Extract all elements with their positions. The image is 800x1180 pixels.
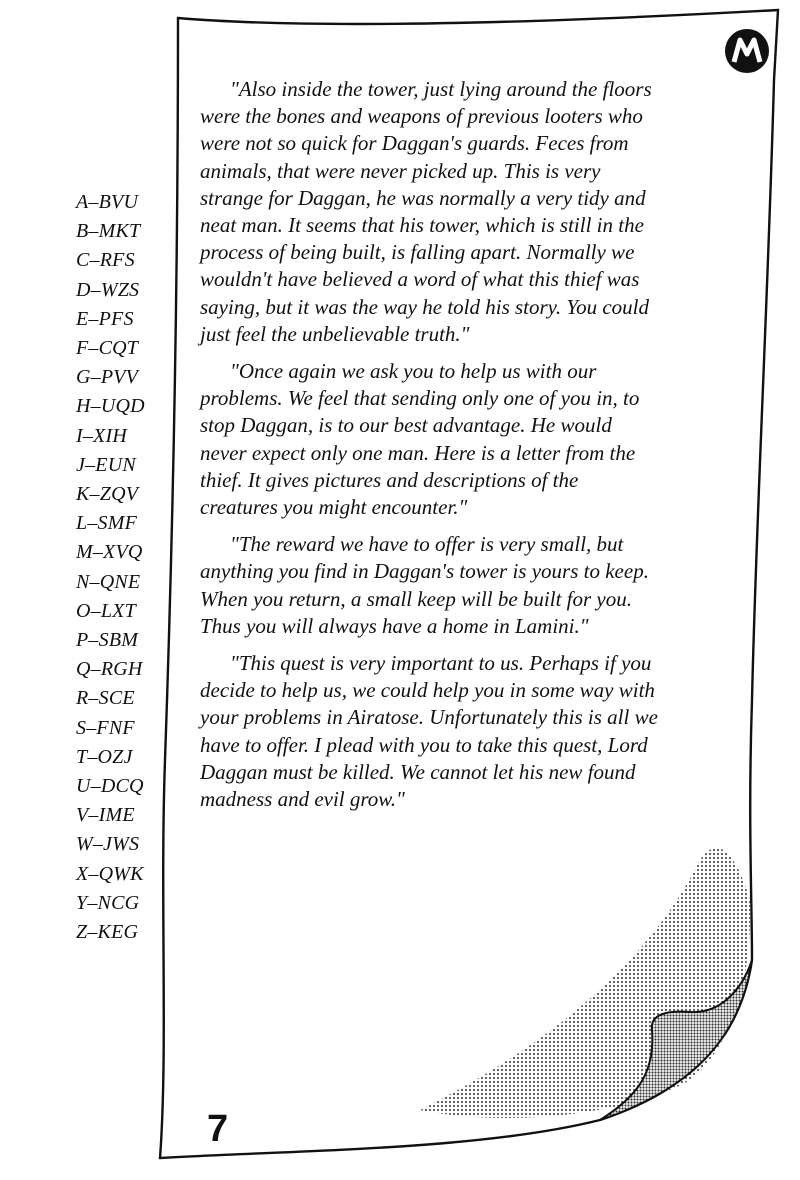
text-line: "This quest is very important to us. Perhaps if you bbox=[230, 651, 652, 676]
text-line: animals, that were never picked up. This is very bbox=[200, 158, 601, 183]
cipher-key-item: C–RFS bbox=[76, 249, 135, 272]
text-line: decide to help us, we could help you in some way with bbox=[200, 678, 655, 703]
cipher-key-item: D–WZS bbox=[76, 278, 140, 301]
letter-body bbox=[200, 76, 732, 823]
text-line: creatures you might encounter." bbox=[200, 495, 468, 520]
text-line: wouldn't have believed a word of what this thief was bbox=[200, 267, 640, 292]
cipher-key-item: F–CQT bbox=[76, 337, 139, 360]
cipher-key-item: M–XVQ bbox=[76, 541, 143, 564]
text-line: "Once again we ask you to help us with our bbox=[230, 359, 597, 384]
text-line: Daggan must be killed. We cannot let his new found bbox=[200, 759, 636, 784]
text-line: "The reward we have to offer is very small, but bbox=[230, 532, 624, 557]
cipher-key-item: Z–KEG bbox=[76, 921, 139, 944]
text-line: strange for Daggan, he was normally a very tidy and bbox=[200, 185, 646, 210]
cipher-key-item: O–LXT bbox=[76, 599, 136, 622]
cipher-key-item: R–SCE bbox=[76, 687, 135, 710]
text-line: were not so quick for Daggan's guards. Feces from bbox=[200, 131, 629, 156]
cipher-key-item: J–EUN bbox=[76, 453, 136, 476]
text-line: "Also inside the tower, just lying around the floors bbox=[230, 77, 652, 101]
cipher-key-item: H–UQD bbox=[76, 395, 145, 418]
text-line: anything you find in Daggan's tower is yours to keep. bbox=[200, 559, 649, 584]
cipher-key-item: V–IME bbox=[76, 804, 135, 827]
text-line: your problems in Airatose. Unfortunately this is all we bbox=[200, 705, 658, 730]
cipher-key-item: L–SMF bbox=[76, 512, 137, 535]
publisher-logo-icon bbox=[722, 26, 772, 76]
text-line: thief. It gives pictures and descriptions of the bbox=[200, 467, 579, 492]
cipher-key-item: B–MKT bbox=[76, 220, 141, 243]
cipher-key-item: X–QWK bbox=[76, 862, 144, 885]
cipher-key-item: K–ZQV bbox=[76, 483, 139, 506]
text-line: were the bones and weapons of previous looters who bbox=[200, 104, 643, 129]
cipher-key-item: P–SBM bbox=[76, 629, 139, 652]
cipher-key-item: T–OZJ bbox=[76, 745, 133, 768]
text-line: process of being built, is falling apart. Normally we bbox=[200, 240, 635, 265]
cipher-key-item: Q–RGH bbox=[76, 658, 143, 681]
paragraph bbox=[200, 358, 732, 521]
text-line: When you return, a small keep will be built for you. bbox=[200, 586, 632, 611]
text-line: madness and evil grow." bbox=[200, 787, 405, 812]
cipher-key-item: Y–NCG bbox=[76, 891, 140, 914]
text-line: stop Daggan, is to our best advantage. He would bbox=[200, 413, 612, 438]
cipher-key-item: W–JWS bbox=[76, 833, 140, 856]
cipher-key-item: U–DCQ bbox=[76, 775, 144, 798]
page-number: 7 bbox=[207, 1108, 229, 1150]
text-line: have to offer. I plead with you to take this quest, Lord bbox=[200, 732, 648, 757]
text-line: never expect only one man. Here is a letter from the bbox=[200, 440, 636, 465]
paragraph bbox=[200, 76, 732, 348]
cipher-key-item: S–FNF bbox=[76, 716, 135, 739]
paragraph bbox=[200, 531, 732, 640]
cipher-key-item: I–XIH bbox=[76, 424, 127, 447]
cipher-key-list bbox=[76, 188, 145, 947]
text-line: saying, but it was the way he told his story. You could bbox=[200, 294, 649, 319]
text-line: just feel the unbelievable truth." bbox=[200, 321, 470, 346]
paragraph bbox=[200, 650, 732, 813]
text-line: neat man. It seems that his tower, which is still in the bbox=[200, 213, 644, 238]
cipher-key-item: N–QNE bbox=[76, 570, 141, 593]
cipher-key-item: G–PVV bbox=[76, 366, 139, 389]
cipher-key-item: A–BVU bbox=[76, 191, 139, 213]
text-line: Thus you will always have a home in Lamini." bbox=[200, 613, 589, 638]
cipher-key-item: E–PFS bbox=[76, 307, 134, 330]
text-line: problems. We feel that sending only one of you in, to bbox=[200, 386, 640, 411]
